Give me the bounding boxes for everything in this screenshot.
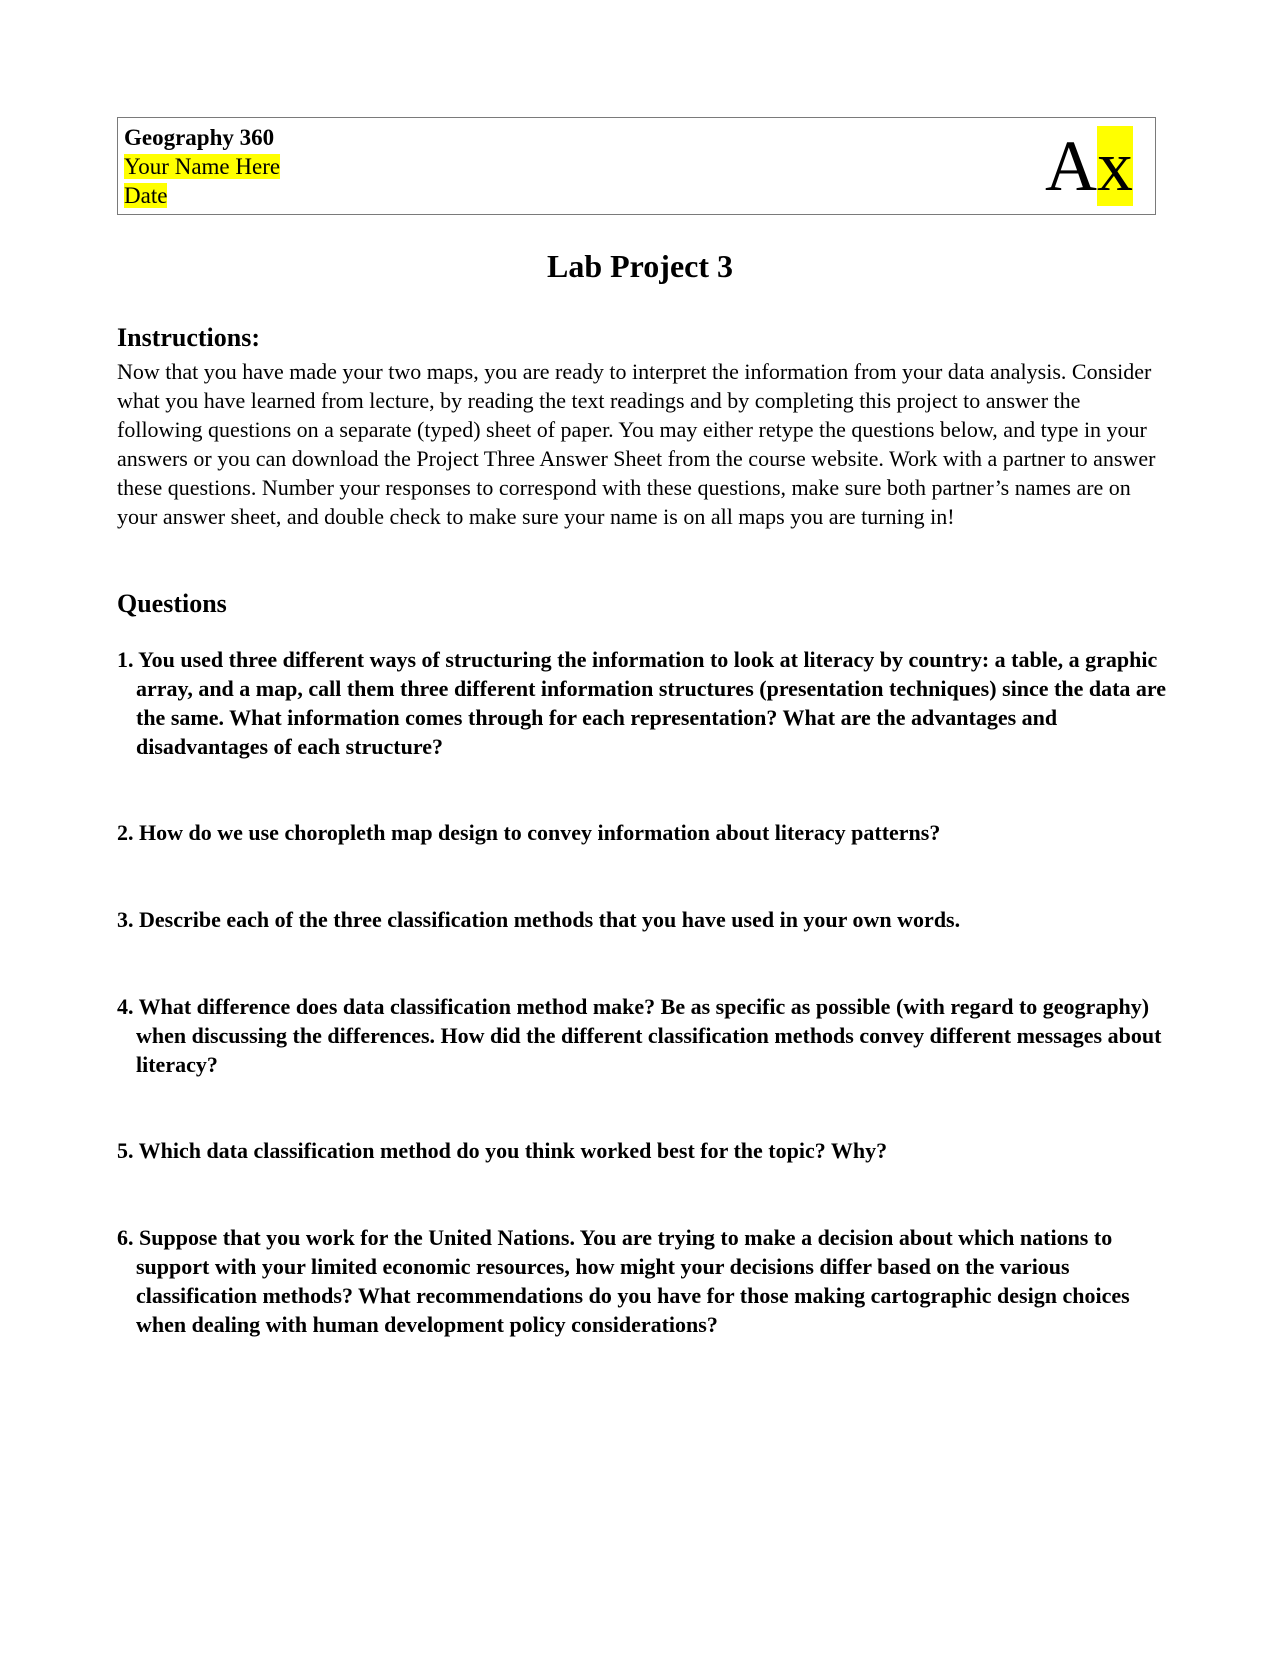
grade-letter: A	[1045, 126, 1097, 206]
instructions-heading: Instructions:	[117, 323, 261, 352]
course-name: Geography 360	[124, 125, 275, 150]
question-4: 4. What difference does data classification method make? Be as specific as possible (with regard to geography) when discussing the differences. How did the different classification methods convey different messages about literacy?	[117, 994, 1162, 1077]
question-3: 3. Describe each of the three classification methods that you have used in your own words.	[117, 907, 961, 932]
question-1: 1. You used three different ways of structuring the information to look at literacy by country: a table, a graphic array, and a map, call them three different information structures (presentation techniques) since the data are the same. What information comes through for each representation? What are the advantages and disadvantages of each structure?	[117, 647, 1167, 759]
grade-box	[1045, 122, 1133, 210]
page-title: Lab Project 3	[546, 248, 734, 284]
grade-modifier: x	[1097, 126, 1133, 206]
header-info	[124, 123, 280, 210]
instructions-text: Now that you have made your two maps, you are ready to interpret the information from your data analysis. Consider what you have learned from lecture, by reading the text readings and by completing this project to answer the following questions on a separate (typed) sheet of paper. You may either retype the questions below, and type in your answers or you can download the Project Three Answer Sheet from the course website. Work with a partner to answer these questions. Number your responses to correspond with these questions, make sure both partner’s names are on your answer sheet, and double check to make sure your name is on all maps you are turning in!	[117, 359, 1156, 529]
student-name-placeholder: Your Name Here	[124, 154, 281, 179]
date-placeholder: Date	[124, 183, 168, 208]
question-6: 6. Suppose that you work for the United Nations. You are trying to make a decision about which nations to support with your limited economic resources, how might your decisions differ based on the various classification methods? What recommendations do you have for those making cartographic design choices when dealing with human development policy considerations?	[117, 1225, 1130, 1337]
header-box	[117, 117, 1156, 215]
questions-heading: Questions	[117, 589, 227, 618]
question-2: 2. How do we use choropleth map design to convey information about literacy patterns?	[117, 820, 941, 845]
question-5: 5. Which data classification method do you think worked best for the topic? Why?	[117, 1138, 888, 1163]
